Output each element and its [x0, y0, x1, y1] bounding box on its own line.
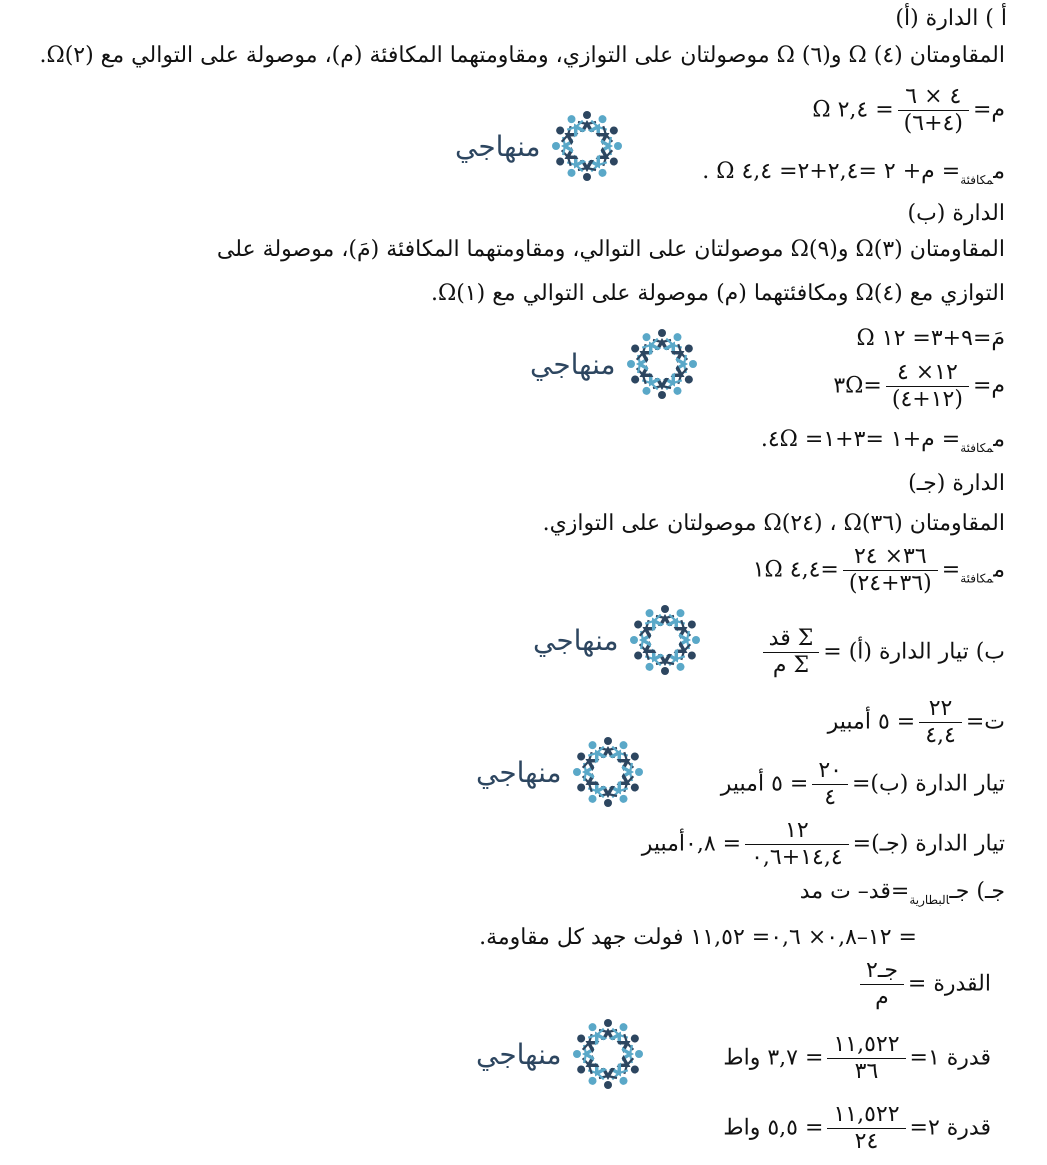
denominator: م [875, 985, 889, 1010]
subscript: مكافئة [960, 571, 994, 586]
power-2-equation [723, 1102, 991, 1155]
eq-lhs: القدرة = [907, 971, 991, 997]
part-a-equation-2 [702, 158, 1005, 194]
fraction [745, 818, 849, 871]
power-formula [856, 958, 991, 1011]
watermark-4 [476, 734, 646, 810]
symbol-m: م [993, 159, 1005, 184]
eq-lhs: قدرة ٢= [909, 1115, 991, 1141]
fraction [827, 1102, 905, 1155]
eq-rhs: = ٠,٨أمبير [641, 831, 742, 857]
eq-rhs: =٤,٤ ١Ω [752, 557, 839, 583]
part-b-equation-2 [833, 360, 1005, 413]
numerator: ١٢× ٤ [886, 360, 969, 387]
fraction [919, 696, 962, 749]
part-b-equation-3 [761, 426, 1005, 462]
denominator: (١٢+٤) [891, 387, 963, 412]
current-b-equation [721, 758, 1005, 811]
eq-lhs: تيار الدارة (جـ)= [852, 831, 1005, 857]
numerator: ١١,٥٢٢ [827, 1032, 905, 1059]
numerator: ٣٦× ٢٤ [843, 544, 938, 571]
fraction [812, 758, 848, 811]
eq-lhs: جـ) جـ [949, 879, 1005, 904]
part-a-description: المقاومتان (٤) Ω و(٦) Ω موصولتان على التوازي، ومقاومتهما المكافئة (م)، موصولة على التوالي مع (٢)Ω. [39, 43, 1005, 68]
watermark-1 [455, 108, 625, 184]
part-a-equation-1 [812, 84, 1005, 137]
denominator: Σ م [772, 653, 810, 678]
part-c-description: المقاومتان (٣٦)Ω ، (٢٤)Ω موصولتان على التوازي. [542, 511, 1005, 536]
fraction [827, 1032, 905, 1085]
part-a-heading: أ ) الدارة (أ) [895, 6, 1007, 31]
eq-rest: =قد– ت مد [799, 879, 910, 904]
eq-lhs: قدرة ١= [909, 1045, 991, 1071]
eq-lhs: م= [972, 97, 1005, 123]
current-label: ب) تيار الدارة (أ) = [823, 639, 1005, 665]
eq-lhs: ت= [965, 709, 1005, 735]
subscript: مكافئة [960, 173, 994, 187]
fraction [843, 544, 938, 597]
denominator: ٤,٤ [925, 723, 956, 748]
part-b-heading: الدارة (ب) [907, 201, 1005, 226]
watermark-text: منهاجي [533, 623, 619, 657]
numerator: Σ قد [763, 626, 820, 653]
power-1-equation [723, 1032, 991, 1085]
denominator: (٣٦+٢٤) [848, 571, 932, 596]
flower-logo-icon [627, 602, 703, 678]
eq-equals: = [941, 557, 961, 583]
fraction [886, 360, 969, 413]
numerator: جـ٢ [860, 958, 904, 985]
current-t-equation [828, 696, 1005, 749]
current-c-equation [642, 818, 1005, 871]
denominator: ١٤,٤+٠,٦ [751, 845, 843, 870]
watermark-text: منهاجي [455, 129, 541, 163]
watermark-2 [530, 326, 700, 402]
watermark-text: منهاجي [476, 755, 562, 789]
part-b-description-1: المقاومتان (٣)Ω و(٩)Ω موصولتان على التوالي، ومقاومتهما المكافئة (مَ)، موصولة على [216, 237, 1005, 262]
subscript: مكافئة [960, 441, 994, 455]
flower-logo-icon [624, 326, 700, 402]
eq-rest: = م+ ٢ =٢,٤+٢= ٤,٤ Ω . [702, 159, 961, 184]
eq-rest: = م+١ =٣+١= ٤Ω. [760, 427, 961, 452]
numerator: ٢٠ [812, 758, 848, 785]
denominator: ٤ [824, 785, 837, 810]
flower-logo-icon [549, 108, 625, 184]
eq-rhs: = ٥ أمبير [720, 771, 809, 797]
denominator: ٢٤ [854, 1129, 879, 1154]
eq-rhs: = ٥ أمبير [827, 709, 916, 735]
eq-rhs: = ٥,٥ واط [723, 1115, 824, 1141]
numerator: ١٢ [745, 818, 849, 845]
fraction [898, 84, 969, 137]
flower-logo-icon [570, 734, 646, 810]
fraction [763, 626, 820, 679]
denominator: (٤+٦) [903, 111, 963, 136]
numerator: ٢٢ [919, 696, 962, 723]
current-a-equation [759, 626, 1005, 679]
part-b-equation-1: مَ=٩+٣= ١٢ Ω [856, 326, 1005, 351]
eq-rhs: =٣Ω [833, 373, 882, 399]
fraction [860, 958, 904, 1011]
symbol-m: م [993, 427, 1005, 452]
subscript: البطارية [909, 893, 950, 907]
part-b-description-2: التوازي مع (٤)Ω ومكافئتهما (م) موصولة على التوالي مع (١)Ω. [430, 281, 1005, 306]
watermark-text: منهاجي [476, 1037, 562, 1071]
watermark-3 [533, 602, 703, 678]
eq-lhs: م= [972, 373, 1005, 399]
eq-rhs: = ٢,٤ Ω [812, 97, 894, 123]
battery-voltage-equation [800, 878, 1005, 914]
eq-rhs: = ٣,٧ واط [723, 1045, 824, 1071]
part-c-heading: الدارة (جـ) [908, 471, 1005, 496]
symbol-m: م [993, 557, 1005, 583]
numerator: ١١,٥٢٢ [827, 1102, 905, 1129]
denominator: ٣٦ [854, 1059, 879, 1084]
voltage-result: = ١٢–٠,٨× ٠,٦= ١١,٥٢ فولت جهد كل مقاومة. [479, 925, 917, 950]
flower-logo-icon [570, 1016, 646, 1092]
watermark-text: منهاجي [530, 347, 616, 381]
part-c-equation [753, 544, 1005, 597]
watermark-5 [476, 1016, 646, 1092]
eq-lhs: تيار الدارة (ب)= [851, 771, 1005, 797]
numerator: ٤ × ٦ [898, 84, 969, 111]
